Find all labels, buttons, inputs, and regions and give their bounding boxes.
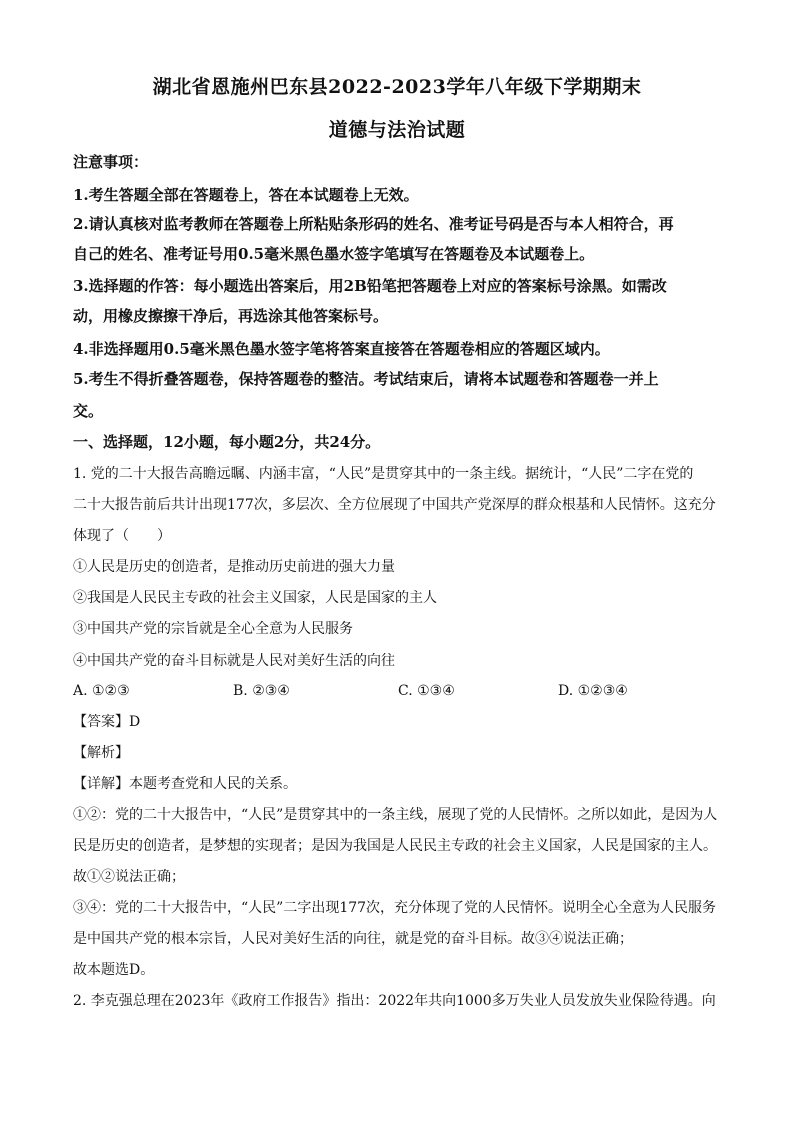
question-stem: 1. 党的二十大报告高瞻远瞩、内涵丰富，“人民”是贯穿其中的一条主线。据统计，“人民”二字在党的 bbox=[73, 466, 694, 482]
question-stem: 体现了（ ） bbox=[73, 528, 171, 544]
analysis-line: 是中国共产党的根本宗旨，人民对美好生活的向往，就是党的奋斗目标。故③④说法正确； bbox=[73, 931, 633, 947]
option-d: D. ①②③④ bbox=[558, 683, 628, 699]
notice-line: 交。 bbox=[73, 402, 104, 420]
section-heading: 一、选择题，12小题，每小题2分，共24分。 bbox=[73, 433, 381, 451]
analysis-line: ③④：党的二十大报告中，“人民”二字出现177次，充分体现了党的人民情怀。说明全心全意为人民服务 bbox=[73, 900, 717, 916]
question-stem: 2. 李克强总理在2023年《政府工作报告》指出：2022年共向1000多万失业人员发放失业保险待遇。向 bbox=[73, 993, 716, 1009]
analysis-line: 故本题选D。 bbox=[73, 962, 155, 978]
question-stem: 二十大报告前后共计出现177次，多层次、全方位展现了中国共产党深厚的群众根基和人民情怀。这充分 bbox=[73, 497, 716, 513]
analysis-line: 民是历史的创造者，是梦想的实现者；是因为我国是人民民主专政的社会主义国家，人民是国家的主人。 bbox=[73, 838, 717, 854]
notice-line: 3.选择题的作答：每小题选出答案后，用2B铅笔把答题卷上对应的答案标号涂黑。如需改 bbox=[73, 277, 667, 295]
analysis-line: 故①②说法正确； bbox=[73, 869, 185, 885]
option-c: C. ①③④ bbox=[398, 683, 455, 699]
analysis-label: 【解析】 bbox=[73, 745, 129, 761]
answer-label: 【答案】D bbox=[73, 714, 141, 730]
exam-subtitle: 道德与法治试题 bbox=[328, 119, 466, 141]
statement-item: ③中国共产党的宗旨就是全心全意为人民服务 bbox=[73, 621, 353, 637]
option-b: B. ②③④ bbox=[233, 683, 290, 699]
notice-line: 动，用橡皮擦擦干净后，再选涂其他答案标号。 bbox=[73, 307, 389, 325]
statement-item: ④中国共产党的奋斗目标就是人民对美好生活的向往 bbox=[73, 653, 395, 669]
analysis-line: ①②：党的二十大报告中，“人民”是贯穿其中的一条主线，展现了党的人民情怀。之所以如此，是因为人 bbox=[73, 807, 718, 823]
statement-item: ①人民是历史的创造者，是推动历史前进的强大力量 bbox=[73, 559, 395, 575]
notice-heading: 注意事项： bbox=[73, 153, 149, 171]
statement-item: ②我国是人民民主专政的社会主义国家，人民是国家的主人 bbox=[73, 590, 437, 606]
notice-line: 2.请认真核对监考教师在答题卷上所粘贴条形码的姓名、准考证号码是否与本人相符合，再 bbox=[73, 215, 674, 233]
notice-line: 5.考生不得折叠答题卷，保持答题卷的整洁。考试结束后，请将本试题卷和答题卷一并上 bbox=[73, 370, 659, 388]
analysis-line: 【详解】本题考查党和人民的关系。 bbox=[73, 776, 297, 792]
exam-title: 湖北省恩施州巴东县2022-2023学年八年级下学期期末 bbox=[152, 76, 642, 98]
notice-line: 自己的姓名、准考证号用0.5毫米黑色墨水签字笔填写在答题卷及本试题卷上。 bbox=[73, 245, 595, 263]
notice-line: 4.非选择题用0.5毫米黑色墨水签字笔将答案直接答在答题卷相应的答题区域内。 bbox=[73, 340, 610, 358]
notice-line: 1.考生答题全部在答题卷上，答在本试题卷上无效。 bbox=[73, 186, 419, 204]
option-a: A. ①②③ bbox=[73, 683, 130, 699]
